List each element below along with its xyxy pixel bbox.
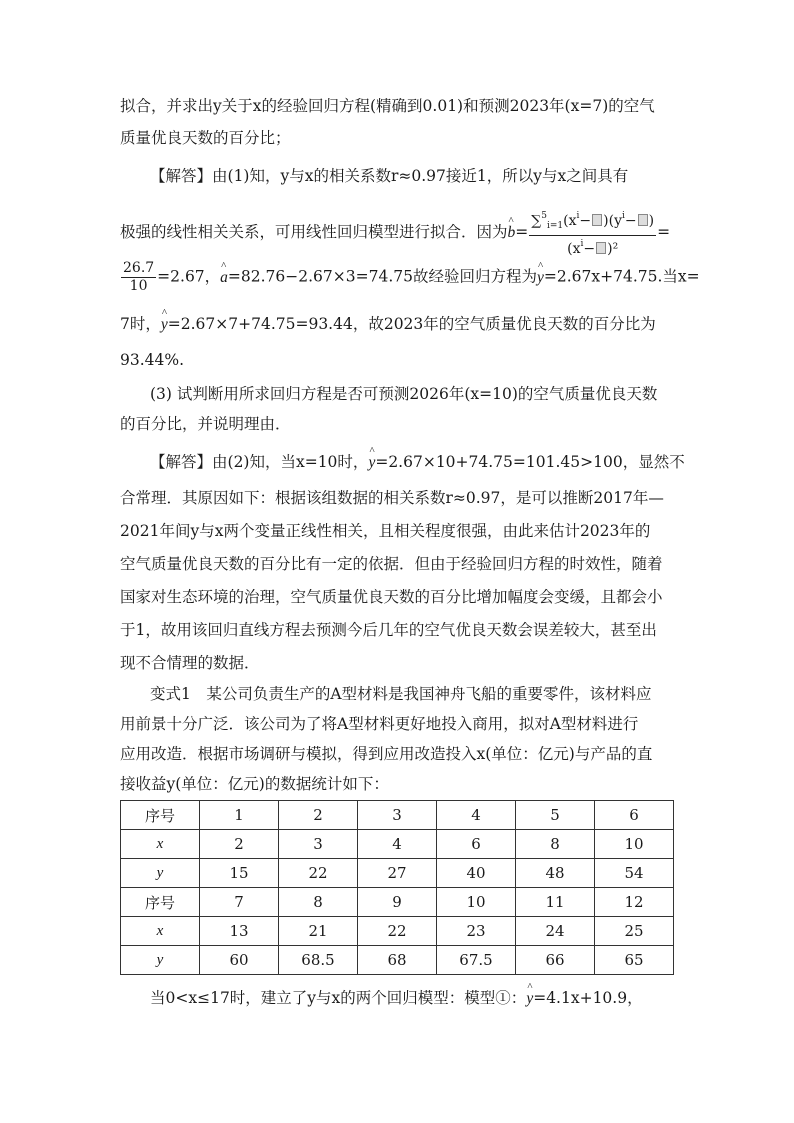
b-hat-symbol: ^ b: [508, 223, 516, 243]
table-cell: 60: [200, 946, 279, 975]
table-cell: 8: [279, 888, 358, 917]
table-cell: 67.5: [437, 946, 516, 975]
table-cell: 4: [358, 830, 437, 859]
solution-line: [120, 208, 670, 258]
y-hat-symbol: ^ y: [537, 268, 544, 288]
problem-line: 用前景十分广泛．该公司为了将A型材料更好地投入商用，拟对A型材料进行: [120, 715, 639, 733]
table-cell: 13: [200, 917, 279, 946]
table-cell: 27: [358, 859, 437, 888]
table-row: [121, 888, 674, 917]
table-cell: 4: [437, 801, 516, 830]
solution-line: 【解答】由(2)知，当x=10时，^ y=2.67×10+74.75=101.45>100，显然不: [150, 452, 685, 473]
table-cell: 12: [595, 888, 674, 917]
formula-denominator: $(x^i- )^2$: [567, 239, 619, 257]
table-cell: 7: [200, 888, 279, 917]
solution-line: 合常理．其原因如下：根据该组数据的相关系数r≈0.97，是可以推断2017年—: [120, 489, 664, 507]
text-span: 由(1)知，y与x的相关系数r≈0.97接近1，所以y与x之间具有: [212, 167, 629, 185]
table-row: [121, 917, 674, 946]
solution-label: 【解答】: [150, 453, 213, 471]
table-row: [121, 830, 674, 859]
table-cell: 序号: [121, 801, 200, 830]
mean-placeholder: [592, 214, 602, 226]
table-cell: 48: [516, 859, 595, 888]
text-line: 当0<x≤17时，建立了y与x的两个回归模型：模型①：^ y=4.1x+10.9，: [150, 988, 643, 1009]
y-hat-symbol: ^ y: [368, 453, 375, 473]
table-cell: 3: [279, 830, 358, 859]
table-cell: 3: [358, 801, 437, 830]
equals-sign: =: [657, 223, 671, 241]
table-cell: 10: [437, 888, 516, 917]
table-cell: 24: [516, 917, 595, 946]
solution-line: 于1，故用该回归直线方程去预测今后几年的空气优良天数会误差较大，甚至出: [120, 621, 657, 639]
table-cell: 68: [358, 946, 437, 975]
table-cell: 6: [437, 830, 516, 859]
table-cell: 2: [279, 801, 358, 830]
solution-line: 93.44%.: [120, 351, 185, 369]
table-cell: 8: [516, 830, 595, 859]
regression-slope-formula: [529, 208, 656, 258]
problem-line: 应用改造．根据市场调研与模拟，得到应用改造投入x(单位：亿元)与产品的直: [120, 745, 653, 763]
solution-line: 7时，^ y=2.67×7+74.75=93.44，故2023年的空气质量优良天数的百分比为: [120, 314, 656, 335]
table-cell: 40: [437, 859, 516, 888]
mean-placeholder: [638, 214, 648, 226]
text-span: 极强的线性相关关系，可用线性回归模型进行拟合．因为: [120, 223, 508, 241]
text-line: 质量优良天数的百分比；: [120, 129, 291, 147]
table-cell: 66: [516, 946, 595, 975]
table-cell: 23: [437, 917, 516, 946]
table-cell: 22: [279, 859, 358, 888]
a-hat-symbol: ^ a: [220, 268, 228, 288]
table-row: [121, 801, 674, 830]
table-cell: x: [121, 830, 200, 859]
problem-line: 变式1 某公司负责生产的A型材料是我国神舟飞船的重要零件，该材料应: [150, 685, 652, 703]
solution-line: [150, 166, 628, 186]
solution-line: 国家对生态环境的治理，空气质量优良天数的百分比增加幅度会变缓，且都会小: [120, 588, 663, 606]
question-line: (3) 试判断用所求回归方程是否可预测2026年(x=10)的空气质量优良天数: [150, 385, 658, 403]
table-cell: 65: [595, 946, 674, 975]
mean-placeholder: [596, 242, 606, 254]
problem-line: 接收益y(单位：亿元)的数据统计如下：: [120, 775, 389, 793]
data-table: [120, 800, 674, 975]
solution-line: $\frac{26.7}{10}$ =2.67，^ a=82.76−2.67×3=74.75故经验回归方程为^ y=2.67x+74.75.当x=: [120, 260, 700, 295]
text-line: 拟合，并求出y关于x的经验回归方程(精确到0.01)和预测2023年(x=7)的空气: [120, 97, 655, 115]
table-cell: 6: [595, 801, 674, 830]
table-cell: 5: [516, 801, 595, 830]
table-cell: 68.5: [279, 946, 358, 975]
table-cell: y: [121, 859, 200, 888]
solution-line: 现不合情理的数据．: [120, 654, 260, 672]
equals-sign: =: [515, 223, 529, 241]
table-cell: 25: [595, 917, 674, 946]
table-cell: 1: [200, 801, 279, 830]
table-cell: 22: [358, 917, 437, 946]
solution-line: 2021年间y与x两个变量正线性相关，且相关程度很强，由此来估计2023年的: [120, 522, 651, 540]
table-cell: 序号: [121, 888, 200, 917]
question-line: 的百分比，并说明理由．: [120, 415, 291, 433]
y-hat-symbol: ^ y: [161, 315, 168, 335]
table-cell: 10: [595, 830, 674, 859]
table-cell: x: [121, 917, 200, 946]
table-cell: 54: [595, 859, 674, 888]
table-cell: y: [121, 946, 200, 975]
table-cell: 2: [200, 830, 279, 859]
table-row: [121, 946, 674, 975]
table-cell: 11: [516, 888, 595, 917]
table-row: [121, 859, 674, 888]
table-cell: 15: [200, 859, 279, 888]
table-cell: 21: [279, 917, 358, 946]
solution-line: 空气质量优良天数的百分比有一定的依据．但由于经验回归方程的时效性，随着: [120, 555, 663, 573]
table-cell: 9: [358, 888, 437, 917]
formula-numerator: $\sum^5_{i=1}(x^i- )(y^i-$ ): [529, 208, 656, 236]
fraction: $\frac{26.7}{10}$: [123, 260, 155, 294]
solution-label: 【解答】: [150, 167, 213, 185]
y-hat-symbol: ^ y: [526, 989, 533, 1009]
